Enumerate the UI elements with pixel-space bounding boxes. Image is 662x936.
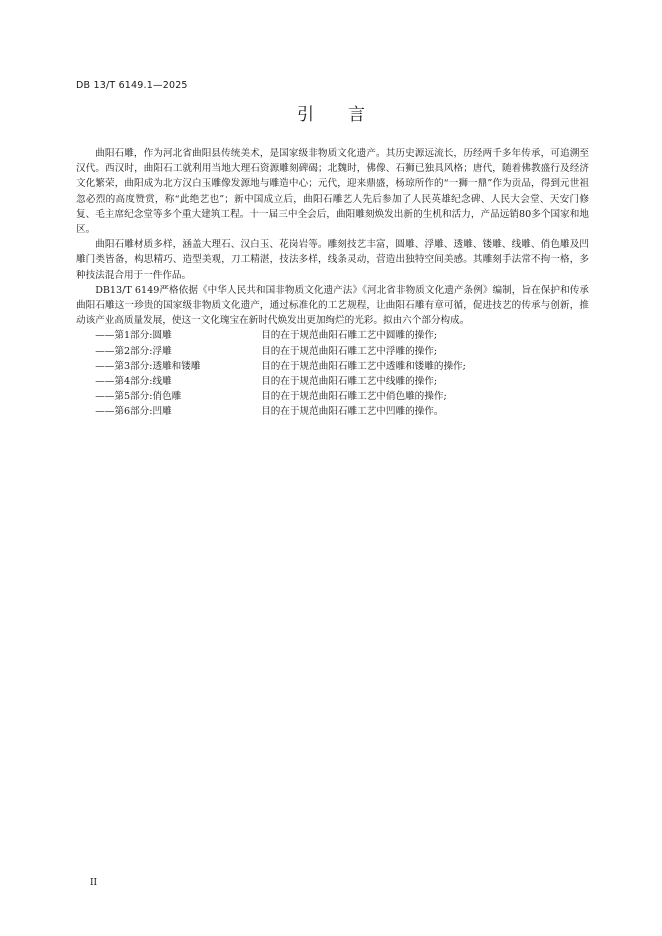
page-title: 引言	[297, 105, 399, 125]
list-item	[76, 374, 589, 389]
parts-list	[76, 328, 589, 419]
part-name: ——第4部分:线雕	[95, 376, 172, 387]
page-number: II	[90, 878, 98, 888]
part-name: ——第3部分:透雕和镂雕	[95, 360, 201, 372]
part-description: 目的在于规范曲阳石雕工艺中凹雕的操作。	[261, 406, 444, 418]
part-description: 目的在于规范曲阳石雕工艺中浮雕的操作;	[261, 345, 438, 357]
part-description: 目的在于规范曲阳石雕工艺中圆雕的操作;	[261, 330, 438, 342]
list-item	[76, 344, 589, 359]
document-code: DB 13/T 6149.1—2025	[76, 80, 188, 91]
list-item	[76, 359, 589, 374]
list-item	[76, 404, 589, 419]
list-item	[76, 328, 589, 343]
paragraph-standard: DB13/T 6149严格依据《中华人民共和国非物质文化遗产法》《河北省非物质文化遗产条例》编制，旨在保护和传承曲阳石雕这一珍贵的国家级非物质文化遗产，通过标准化的工艺规程，让曲阳石雕有章可循，促进技艺的传承与创新，推动该产业高质量发展，使这一文化瑰宝在新时代焕发出更加绚烂的光彩。拟由六个部分构成。	[76, 284, 589, 327]
part-description: 目的在于规范曲阳石雕工艺中俏色雕的操作;	[261, 391, 447, 403]
document-body	[76, 146, 589, 420]
part-description: 目的在于规范曲阳石雕工艺中线雕的操作;	[261, 376, 438, 387]
part-description: 目的在于规范曲阳石雕工艺中透雕和镂雕的操作;	[261, 360, 466, 372]
part-name: ——第2部分:浮雕	[95, 345, 172, 357]
paragraph-materials: 曲阳石雕材质多样，涵盖大理石、汉白玉、花岗岩等。雕刻技艺丰富，圆雕、浮雕、透雕、镂雕、线雕、俏色雕及凹雕门类皆备，构思精巧、造型美观，刀工精湛，技法多样，线条灵动，营造出独特空间美感。其雕刻手法常不拘一格，多种技法混合用于一件作品。	[76, 239, 589, 281]
paragraph-history: 曲阳石雕，作为河北省曲阳县传统美术，是国家级非物质文化遗产。其历史源远流长，历经两千多年传承，可追溯至汉代。西汉时，曲阳石工就利用当地大理石资源雕刻碑碣；北魏时，佛像、石狮已独具风格；唐代，随着佛教盛行及经济文化繁荣，曲阳成为北方汉白玉雕像发源地与雕造中心；元代，迎来鼎盛，杨琼所作的“一狮一鼎”作为贡品，得到元世祖忽必烈的高度赞赏，称“此绝艺也”；新中国成立后，曲阳石雕艺人先后参加了人民英雄纪念碑、人民大会堂、天安门修复、毛主席纪念堂等多个重大建筑工程。十一届三中全会后，曲阳雕刻焕发出新的生机和活力，产品远销80多个国家和地区。	[76, 148, 589, 236]
part-name: ——第5部分:俏色雕	[95, 391, 182, 403]
list-item	[76, 389, 589, 404]
part-name: ——第1部分:圆雕	[95, 330, 172, 342]
part-name: ——第6部分:凹雕	[95, 406, 172, 418]
